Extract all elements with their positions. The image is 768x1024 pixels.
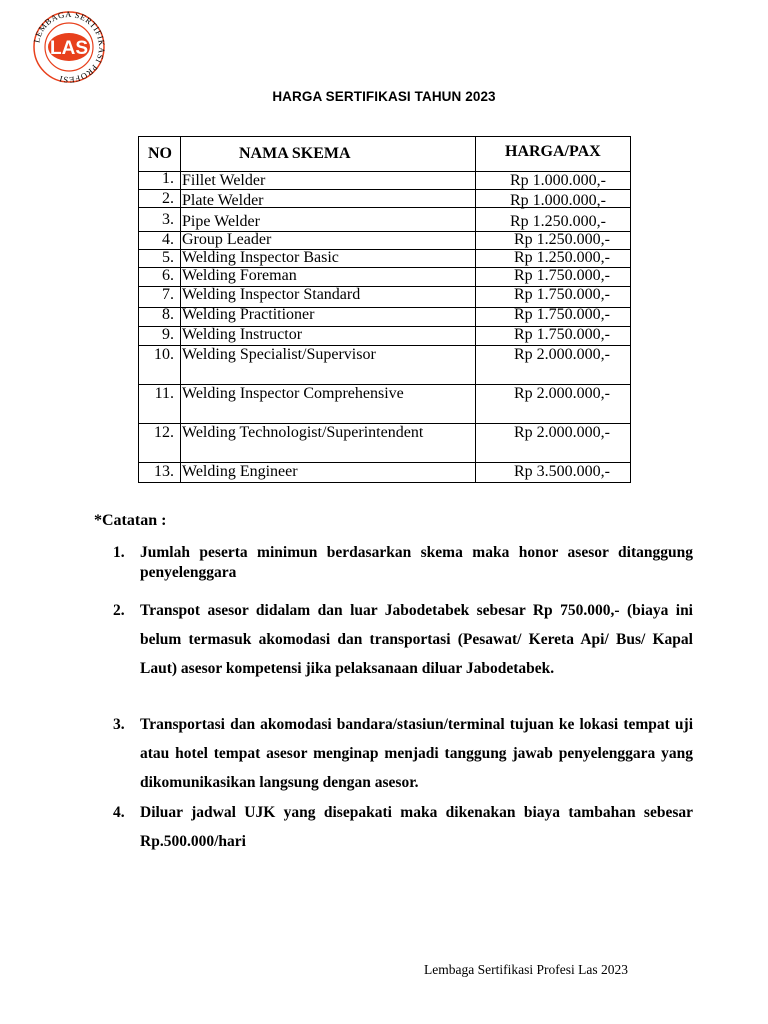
row-scheme-name: Welding Practitioner [182,306,315,323]
price-table [138,136,631,483]
row-price: Rp 1.750.000,- [514,286,610,303]
notes-title: *Catatan : [94,512,167,529]
row-scheme-name: Welding Engineer [182,463,298,480]
note-number: 4. [113,804,125,821]
las-seal-icon [28,10,110,84]
row-number: 1. [162,170,174,187]
row-price: Rp 1.250.000,- [514,249,610,266]
row-number: 10. [154,346,174,363]
note-number: 1. [113,544,125,561]
row-scheme-name: Fillet Welder [182,172,266,189]
row-price: Rp 1.250.000,- [510,213,606,230]
logo-ring-text: LEMBAGA SERTIFIKASI PROFESI [31,10,108,84]
page-title: HARGA SERTIFIKASI TAHUN 2023 [272,89,496,104]
note-text: Diluar jadwal UJK yang disepakati maka dikenakan biaya tambahan sebesar Rp.500.000/hari [140,804,693,850]
row-price: Rp 1.750.000,- [514,326,610,343]
row-number: 5. [162,249,174,266]
row-price: Rp 1.750.000,- [514,267,610,284]
row-scheme-name: Welding Instructor [182,326,303,343]
row-price: Rp 1.750.000,- [514,306,610,323]
note-text: Transportasi dan akomodasi bandara/stasiun/terminal tujuan ke lokasi tempat uji atau hotel tempat asesor menginap menjadi tanggung jawab penyelenggara yang dikomunikasikan langsung dengan asesor. [140,716,693,791]
note-number: 3. [113,716,125,733]
row-scheme-name: Welding Technologist/Superintendent [182,424,424,441]
row-price: Rp 1.000.000,- [510,192,606,209]
table-row-divider [139,189,630,190]
row-scheme-name: Pipe Welder [182,213,260,230]
row-number: 12. [154,424,174,441]
row-price: Rp 2.000.000,- [514,424,610,441]
row-scheme-name: Group Leader [182,231,272,248]
row-number: 9. [162,326,174,343]
footer-text: Lembaga Sertifikasi Profesi Las 2023 [424,962,628,977]
row-price: Rp 2.000.000,- [514,346,610,363]
row-number: 13. [154,463,174,480]
header-name: NAMA SKEMA [239,145,351,162]
header-price: HARGA/PAX [505,143,601,160]
row-number: 4. [162,231,174,248]
row-number: 2. [162,190,174,207]
note-number: 2. [113,602,125,619]
row-number: 8. [162,306,174,323]
row-number: 6. [162,267,174,284]
row-scheme-name: Welding Specialist/Supervisor [182,346,376,363]
row-scheme-name: Welding Inspector Basic [182,249,339,266]
note-text: Transpot asesor didalam dan luar Jabodetabek sebesar Rp 750.000,- (biaya ini belum termasuk akomodasi dan transportasi (Pesawat/ Kereta Api/ Bus/ Kapal Laut) asesor kompetensi jika pelaksanaan diluar Jabodetabek. [140,602,693,677]
row-price: Rp 1.250.000,- [514,231,610,248]
row-number: 11. [154,385,174,402]
row-price: Rp 3.500.000,- [514,463,610,480]
header-no: NO [148,145,172,162]
row-scheme-name: Welding Foreman [182,267,297,284]
row-number: 3. [162,211,174,228]
row-number: 7. [162,286,174,303]
row-scheme-name: Plate Welder [182,192,264,209]
row-scheme-name: Welding Inspector Comprehensive [182,385,404,402]
logo-text: LAS [50,38,88,59]
row-price: Rp 1.000.000,- [510,172,606,189]
note-text: Jumlah peserta minimun berdasarkan skema maka honor asesor ditanggung penyelenggara [140,544,693,581]
row-scheme-name: Welding Inspector Standard [182,286,361,303]
row-price: Rp 2.000.000,- [514,385,610,402]
